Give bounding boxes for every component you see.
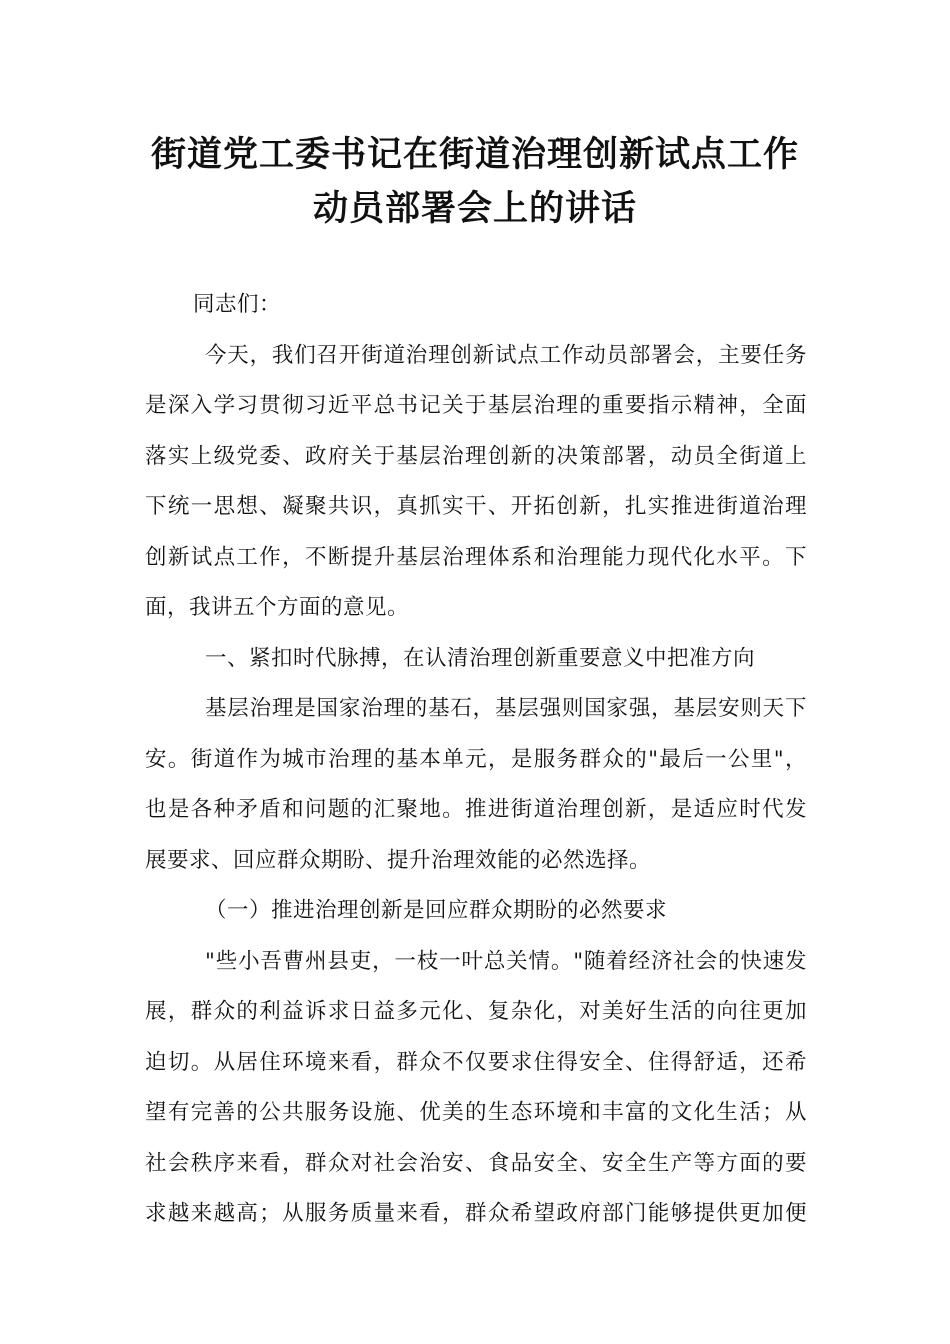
paragraph-line: "些小吾曹州县吏，一枝一叶总关情。"随着经济社会的快速发 xyxy=(205,948,807,974)
paragraph-line: 面，我讲五个方面的意见。 xyxy=(145,595,410,620)
paragraph-line: 创新试点工作，不断提升基层治理体系和治理能力现代化水平。下 xyxy=(145,544,807,570)
paragraph-line: 今天，我们召开街道治理创新试点工作动员部署会，主要任务 xyxy=(205,342,807,368)
paragraph-line: 落实上级党委、政府关于基层治理创新的决策部署，动员全街道上 xyxy=(145,443,807,469)
paragraph-line: 社会秩序来看，群众对社会治安、食品安全、安全生产等方面的要 xyxy=(145,1150,807,1176)
document-title xyxy=(120,128,830,236)
salutation: 同志们： xyxy=(193,292,282,317)
document-body xyxy=(145,280,807,1240)
paragraph-line: 安。街道作为城市治理的基本单元，是服务群众的"最后一公里"， xyxy=(145,746,807,772)
paragraph-line: 展，群众的利益诉求日益多元化、复杂化，对美好生活的向往更加 xyxy=(145,999,807,1024)
paragraph-line: 基层治理是国家治理的基石，基层强则国家强，基层安则天下 xyxy=(205,696,807,721)
paragraph-line: 是深入学习贯彻习近平总书记关于基层治理的重要指示精神，全面 xyxy=(145,393,807,418)
title-line-2: 动员部署会上的讲话 xyxy=(312,189,637,229)
paragraph-line: 迫切。从居住环境来看，群众不仅要求住得安全、住得舒适，还希 xyxy=(145,1049,807,1075)
paragraph-line: 也是各种矛盾和问题的汇聚地。推进街道治理创新，是适应时代发 xyxy=(145,797,807,822)
paragraph-line: 求越来越高；从服务质量来看，群众希望政府部门能够提供更加便 xyxy=(145,1201,807,1226)
subsection-heading: （一）推进治理创新是回应群众期盼的必然要求 xyxy=(205,898,668,923)
section-heading: 一、紧扣时代脉搏，在认清治理创新重要意义中把准方向 xyxy=(205,645,756,671)
paragraph-line: 望有完善的公共服务设施、优美的生态环境和丰富的文化生活；从 xyxy=(145,1100,807,1125)
paragraph-line: 展要求、回应群众期盼、提升治理效能的必然选择。 xyxy=(145,847,652,873)
paragraph-line: 下统一思想、凝聚共识，真抓实干、开拓创新，扎实推进街道治理 xyxy=(145,494,807,519)
title-line-1: 街道党工委书记在街道治理创新试点工作 xyxy=(150,135,799,175)
